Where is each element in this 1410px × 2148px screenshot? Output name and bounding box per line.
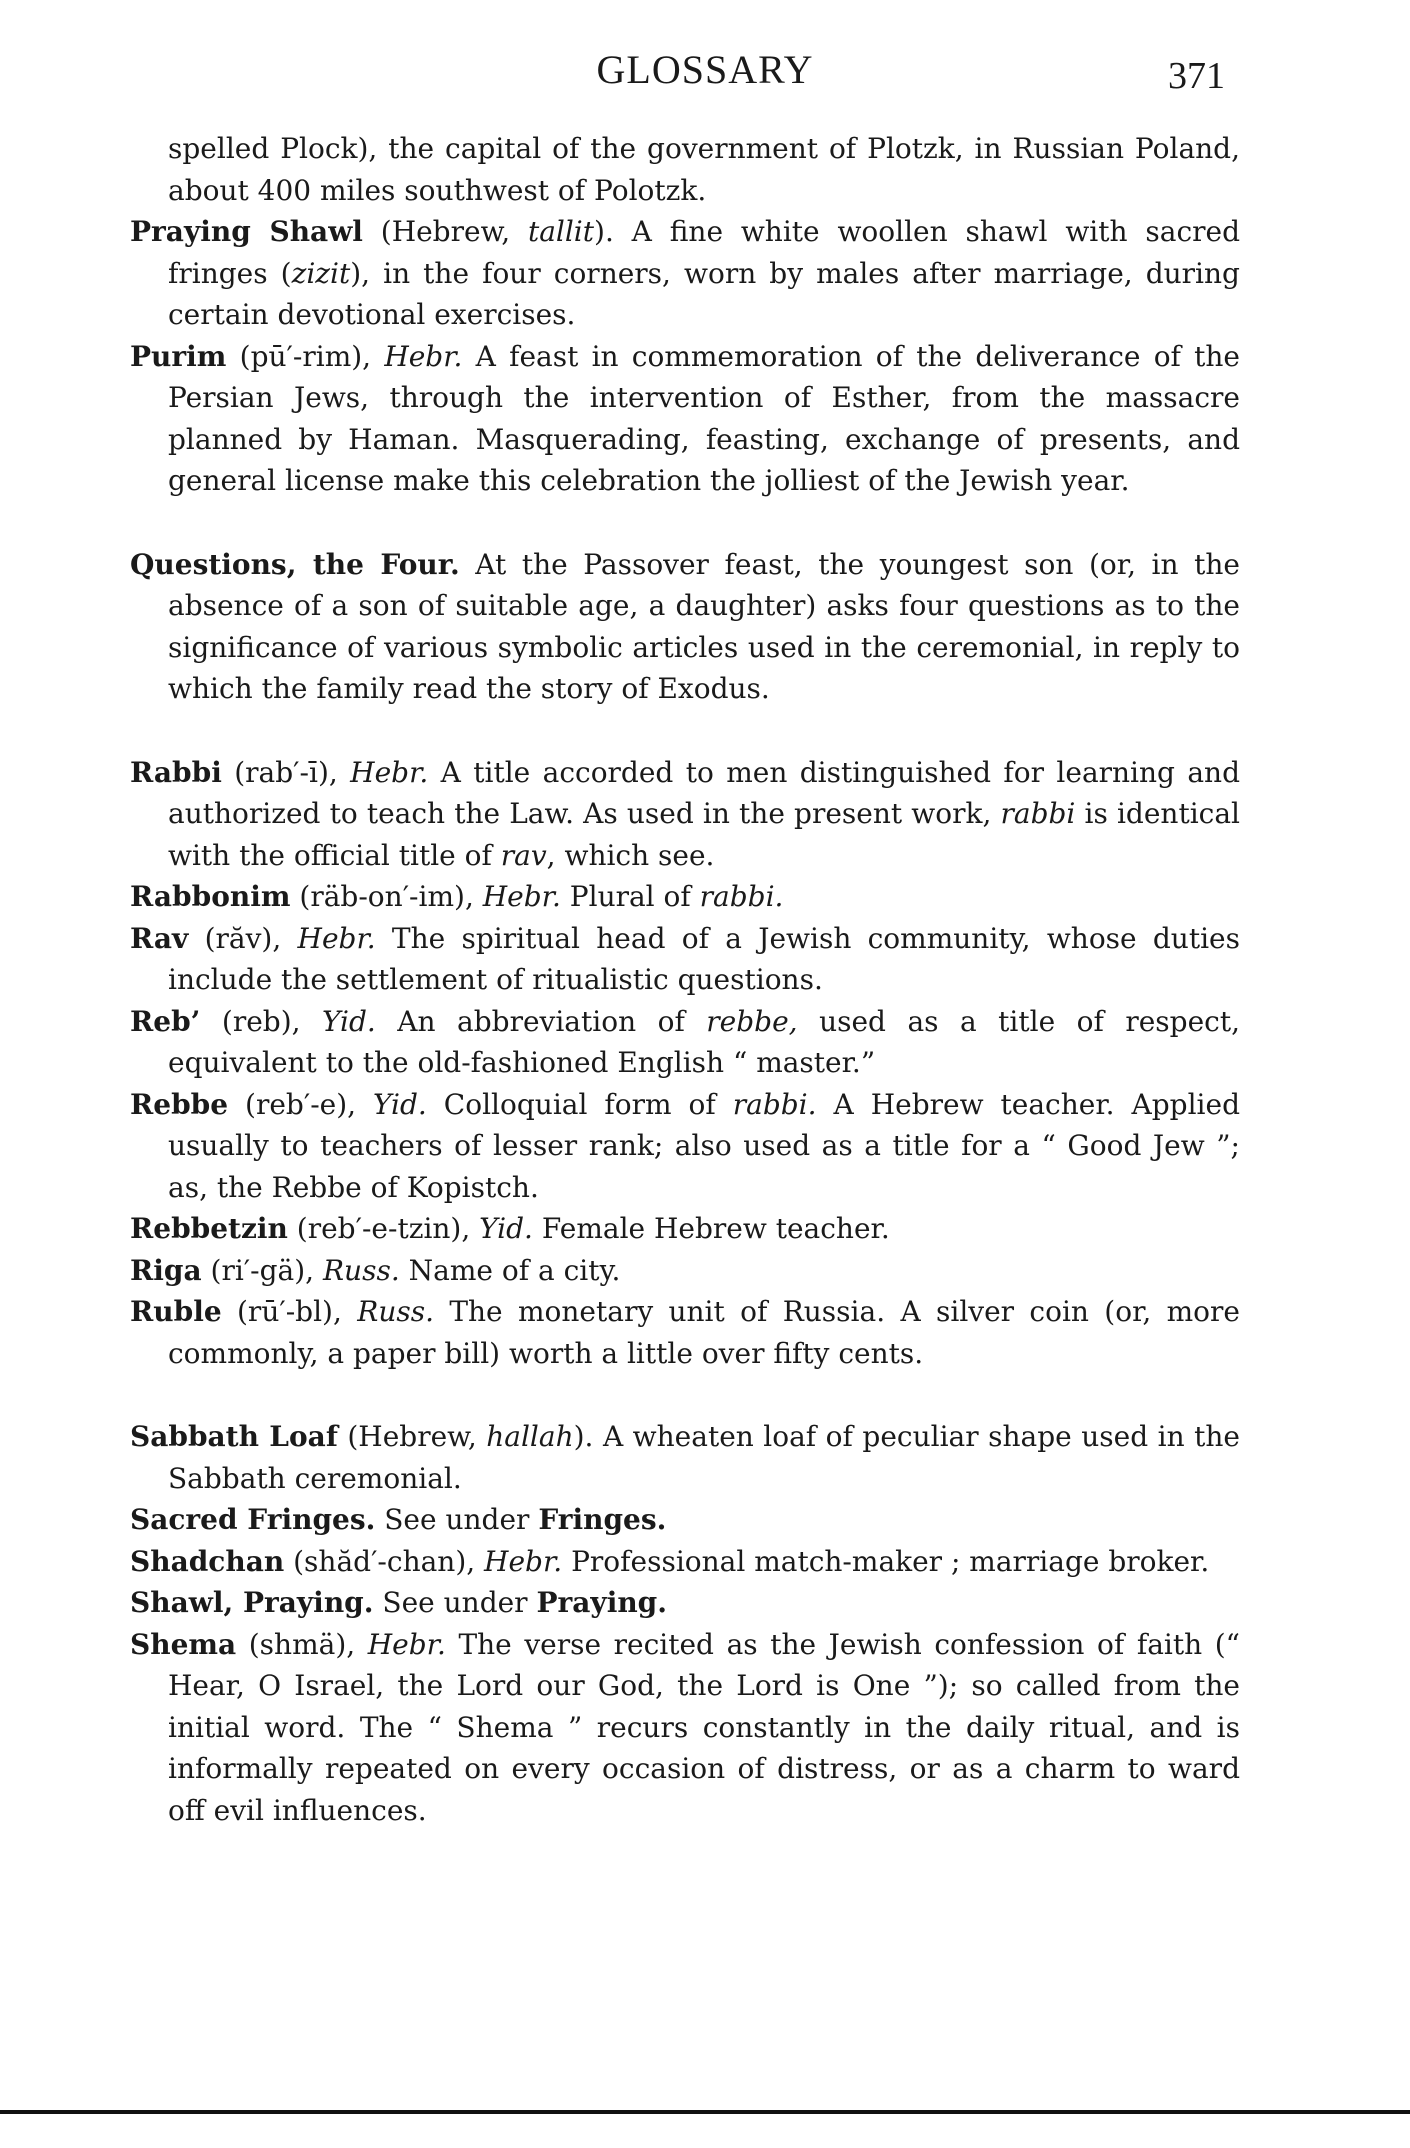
page-header <box>0 40 1410 100</box>
entry-pronunciation: (rū′-bl), <box>221 1295 358 1328</box>
entry-cross-reference: Fringes. <box>538 1503 667 1536</box>
entry-source: Hebr. <box>297 921 376 955</box>
entry-text: A title accorded to men distinguished for learning and authorized to teach the Law. As used in the present work, <box>168 755 1241 830</box>
entry-source: Hebr. <box>384 339 463 373</box>
entry-text: ). A fine white woollen shawl with sacred fringes ( <box>168 215 1241 290</box>
glossary-entry-sabbath-loaf <box>130 1416 1240 1499</box>
glossary-entry-rabbonim <box>130 876 1240 918</box>
glossary-entry-rabbi <box>130 752 1240 877</box>
entry-source: Yid. <box>322 1004 376 1038</box>
entry-text: spelled Plock), the capital of the government of Plotzk, in Russian Poland, about 400 miles southwest of Polotzk. <box>168 132 1240 207</box>
entry-head: Shawl, Praying. <box>130 1586 374 1619</box>
glossary-entry-questions <box>130 544 1240 710</box>
entry-source: Hebr. <box>367 1627 446 1661</box>
entry-text: The verse recited as the Jewish confession of faith (“ Hear, O Israel, the Lord our God, the Lord is One ”); so called from the initial word. The “ Shema ” recurs constantly in the daily ritual, and is informally repeated on every occasion of distress, or as a charm to ward off evil influences. <box>168 1627 1240 1827</box>
entry-text: Female Hebrew teacher. <box>532 1212 890 1245</box>
entry-pronunciation: (reb), <box>200 1004 323 1038</box>
entry-text: ), in the four corners, worn by males after marriage, during certain devotional exercises. <box>168 256 1240 331</box>
entry-source: Russ. <box>357 1295 434 1328</box>
glossary-entry-praying-shawl <box>130 211 1240 336</box>
entry-head: Sacred Fringes. <box>130 1503 376 1536</box>
entry-source: Hebr. <box>482 880 561 913</box>
entry-pronunciation: (Hebrew, <box>337 1420 487 1453</box>
entry-italic: rabbi. <box>732 1087 817 1121</box>
glossary-entry-ruble <box>130 1291 1240 1374</box>
entry-italic: zizit <box>291 256 351 290</box>
entry-italic: rabbi <box>1000 797 1076 830</box>
entry-head: Rabbonim <box>130 880 291 913</box>
entry-text: The monetary unit of Russia. A silver coin (or, more commonly, a paper bill) worth a little over fifty cents. <box>168 1295 1240 1370</box>
bottom-rule <box>0 2110 1410 2114</box>
entry-head: Riga <box>130 1253 202 1287</box>
entry-pronunciation: (pū′-rim), <box>226 339 385 373</box>
entry-source: Yid. <box>479 1212 533 1245</box>
glossary-entry-rebbe <box>130 1084 1240 1209</box>
glossary-entry-purim <box>130 336 1240 502</box>
entry-text: Name of a city. <box>399 1253 621 1287</box>
entry-source: hallah <box>486 1420 574 1453</box>
entry-cross-reference: Praying. <box>536 1586 668 1619</box>
glossary-entry-rebbetzin <box>130 1208 1240 1250</box>
entry-head: Ruble <box>130 1295 222 1328</box>
entry-pronunciation: (shăd′-chan), <box>284 1544 485 1578</box>
entry-pronunciation: (Hebrew, <box>362 215 528 248</box>
page-number: 371 <box>1168 55 1225 97</box>
entry-text: Plural of <box>560 880 700 913</box>
glossary-entry-rav <box>130 918 1240 1001</box>
entry-source: Yid. <box>373 1087 427 1121</box>
entry-head: Reb’ <box>130 1004 201 1038</box>
entry-head: Rebbe <box>130 1087 229 1121</box>
entry-pronunciation: (räb-on′-im), <box>290 880 483 913</box>
entry-text: The spiritual head of a Jewish community, whose duties include the settlement of ritualistic questions. <box>168 921 1240 996</box>
entry-text: used as a title of respect, equivalent to the old-fashioned English “ master.” <box>168 1004 1240 1079</box>
glossary-entry-shawl-praying <box>130 1582 1240 1624</box>
entry-pronunciation: (shmä), <box>236 1627 368 1661</box>
entry-text: A Hebrew teacher. Applied usually to teachers of lesser rank; also used as a title for a “ Good Jew ”; as, the Rebbe of Kopistch. <box>168 1087 1240 1204</box>
entry-head: Questions, the Four. <box>130 547 460 581</box>
entry-pronunciation: (reb′-e-tzin), <box>287 1212 480 1245</box>
entry-italic: rav <box>500 838 547 872</box>
entry-italic: rabbi. <box>699 880 784 913</box>
entry-text: A feast in commemoration of the deliverance of the Persian Jews, through the intervention of Esther, from the massacre planned by Haman. Masquerading, feasting, exchange of presents, and general license make this celebration the jolliest of the Jewish year. <box>168 339 1241 497</box>
entry-source: Hebr. <box>484 1544 563 1578</box>
glossary-entry-riga <box>130 1250 1240 1292</box>
entry-head: Rebbetzin <box>130 1212 288 1245</box>
entry-pronunciation: (răv), <box>188 921 298 955</box>
entry-text: At the Passover feast, the youngest son (or, in the absence of a son of suitable age, a daughter) asks four questions as to the significance of various symbolic articles used in the ceremonial, in reply to which the family read the story of Exodus. <box>168 547 1240 705</box>
entry-head: Shema <box>130 1627 237 1661</box>
glossary-entry-shema <box>130 1624 1240 1832</box>
entry-head: Purim <box>130 339 227 373</box>
entry-text: An abbreviation of <box>375 1004 707 1038</box>
entry-text: is identical with the official title of <box>168 797 1240 872</box>
glossary-body <box>130 128 1240 1831</box>
entry-pronunciation: (ri′-gä), <box>201 1253 323 1287</box>
entry-source: tallit <box>527 215 595 248</box>
glossary-entry-reb <box>130 1001 1240 1084</box>
entry-head: Sabbath Loaf <box>130 1420 338 1453</box>
entry-text: Professional match-maker ; marriage broker. <box>562 1544 1210 1578</box>
entry-head: Rav <box>130 921 189 955</box>
entry-source: Russ. <box>322 1253 400 1287</box>
glossary-entry-sacred-fringes <box>130 1499 1240 1541</box>
entry-text: See under <box>373 1586 537 1619</box>
entry-text: , which see. <box>546 838 715 872</box>
entry-pronunciation: (rab′-ī), <box>221 755 351 789</box>
entry-head: Praying Shawl <box>130 215 363 248</box>
entry-head: Shadchan <box>130 1544 285 1578</box>
entry-head: Rabbi <box>130 755 222 789</box>
entry-italic: rebbe, <box>706 1004 798 1038</box>
entry-pronunciation: (reb′-e), <box>228 1087 374 1121</box>
entry-text: Colloquial form of <box>426 1087 733 1121</box>
running-title: GLOSSARY <box>596 47 814 92</box>
entry-text: ). A wheaten loaf of peculiar shape used in the Sabbath ceremonial. <box>168 1420 1240 1495</box>
glossary-entry-shadchan <box>130 1541 1240 1583</box>
entry-source: Hebr. <box>350 755 429 789</box>
entry-text: See under <box>375 1503 539 1536</box>
glossary-entry-continued <box>130 128 1240 211</box>
